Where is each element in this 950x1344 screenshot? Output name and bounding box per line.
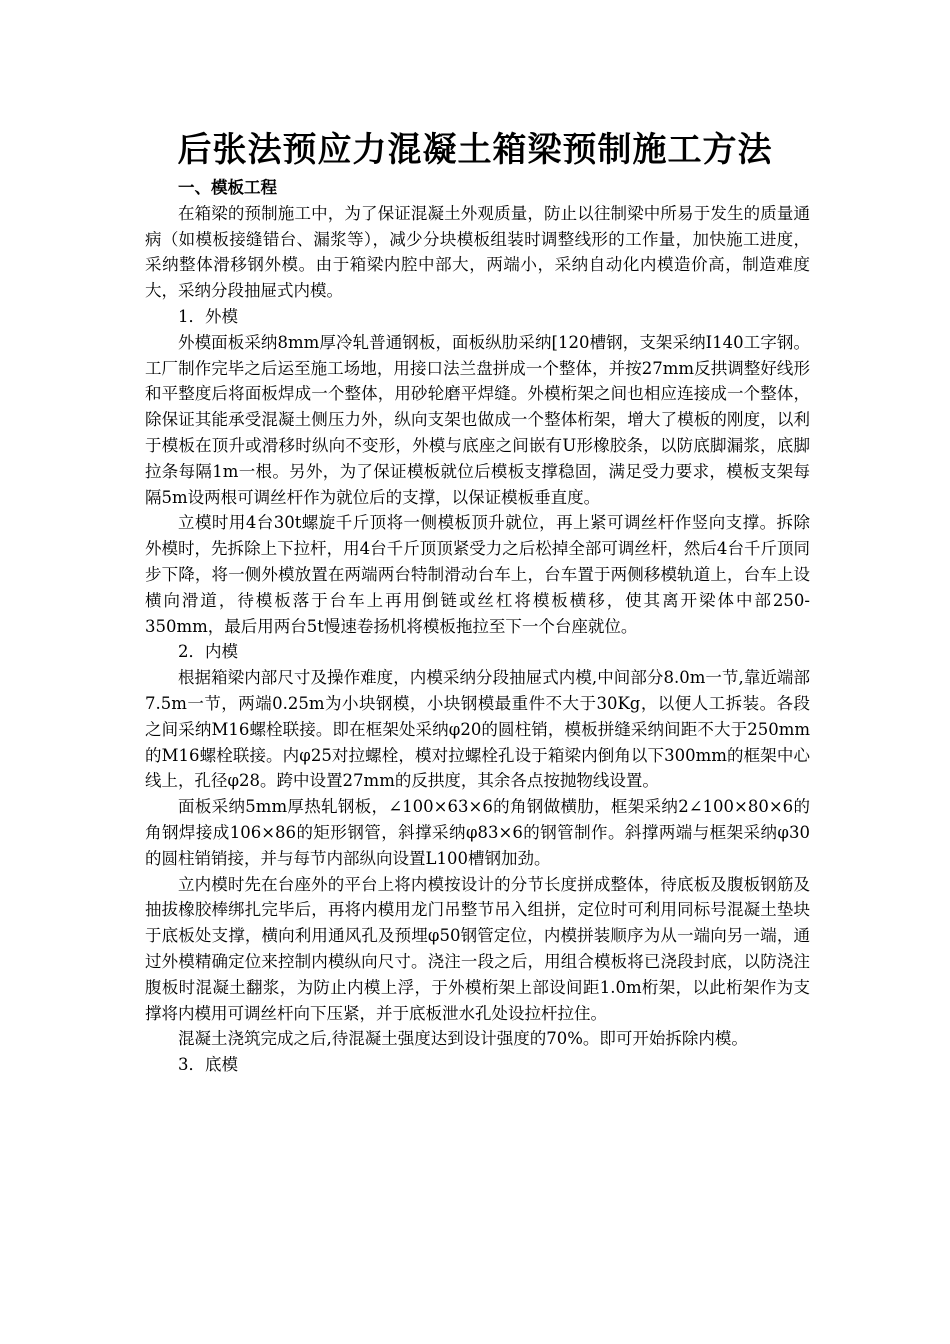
paragraph-inner-mold-3: 立内模时先在台座外的平台上将内模按设计的分节长度拼成整体，待底板及腹板钢筋及抽拔橡胶棒绑扎完毕后，再将内模用龙门吊整节吊入组拼，定位时可利用同标号混凝土垫块于底板处支撑，横向利用通风孔及预埋φ50钢管定位，内模拼装顺序为从一端向另一端，通过外模精确定位来控制内模纵向尺寸。浇注一段之后，用组合模板将已浇段封底，以防浇注腹板时混凝土翻浆，为防止内模上浮，于外模桁架上部设间距1.0m桁架，以此桁架作为支撑将内模用可调丝杆向下压紧，并于底板泄水孔处设拉杆拉住。 <box>145 874 810 1023</box>
subsection-heading-inner-mold: 2．内模 <box>178 642 238 662</box>
paragraph-outer-mold-1: 外模面板采纳8mm厚冷轧普通钢板，面板纵肋采纳[120槽钢，支架采纳I140工字钢。工厂制作完毕之后运至施工场地，用接口法兰盘拼成一个整体，并按27mm反拱调整好线形和平整度后将面板焊成一个整体，用砂轮磨平焊缝。外模桁架之间也相应连接成一个整体，除保证其能承受混凝土侧压力外，纵向支架也做成一个整体桁架，增大了模板的刚度，以利于模板在顶升或滑移时纵向不变形，外模与底座之间嵌有U形橡胶条，以防底脚漏浆，底脚拉条每隔1m一根。另外，为了保证模板就位后模板支撑稳固，满足受力要求，模板支架每隔5m设两根可调丝杆作为就位后的支撑，以保证模板垂直度。 <box>145 332 810 507</box>
subsection-heading-outer-mold: 1．外模 <box>178 306 238 326</box>
document-body <box>145 175 810 1078</box>
paragraph-outer-mold-2: 立模时用4台30t螺旋千斤顶将一侧模板顶升就位，再上紧可调丝杆作竖向支撑。拆除外模时，先拆除上下拉杆，用4台千斤顶顶紧受力之后松掉全部可调丝杆，然后4台千斤顶同步下降，将一侧外模放置在两端两台特制滑动台车上，台车置于两侧移模轨道上，台车上设横向滑道，待模板落于台车上再用倒链或丝杠将模板横移，使其离开梁体中部250-350mm，最后用两台5t慢速卷扬机将模板拖拉至下一个台座就位。 <box>145 513 810 636</box>
subsection-heading-bottom-mold: 3．底模 <box>178 1055 238 1075</box>
paragraph-inner-mold-4: 混凝土浇筑完成之后,待混凝土强度达到设计强度的70%。即可开始拆除内模。 <box>178 1029 748 1049</box>
document-title: 后张法预应力混凝土箱梁预制施工方法 <box>177 130 773 170</box>
paragraph-intro: 在箱梁的预制施工中，为了保证混凝土外观质量，防止以往制梁中所易于发生的质量通病（如模板接缝错台、漏浆等），减少分块模板组装时调整线形的工作量，加快施工进度，采纳整体滑移钢外模。由于箱梁内腔中部大，两端小，采纳自动化内模造价高，制造难度大，采纳分段抽屉式内模。 <box>145 203 810 301</box>
paragraph-inner-mold-2: 面板采纳5mm厚热轧钢板，∠100×63×6的角钢做横肋，框架采纳2∠100×80×6的角钢焊接成106×86的矩形钢管，斜撑采纳φ83×6的钢管制作。斜撑两端与框架采纳φ30的圆柱销销接，并与每节内部纵向设置L100槽钢加劲。 <box>145 797 810 868</box>
paragraph-inner-mold-1: 根据箱梁内部尺寸及操作难度，内模采纳分段抽屉式内模,中间部分8.0m一节,靠近端部7.5m一节，两端0.25m为小块钢模，小块钢模最重件不大于30Kg，以便人工拆装。各段之间采纳M16螺栓联接。即在框架处采纳φ20的圆柱销，模板拼缝采纳间距不大于250mm的M16螺栓联接。内φ25对拉螺栓，模对拉螺栓孔设于箱梁内倒角以下300mm的框架中心线上，孔径φ28。跨中设置27mm的反拱度，其余各点按抛物线设置。 <box>145 668 810 791</box>
section-heading-formwork: 一、模板工程 <box>178 178 277 197</box>
